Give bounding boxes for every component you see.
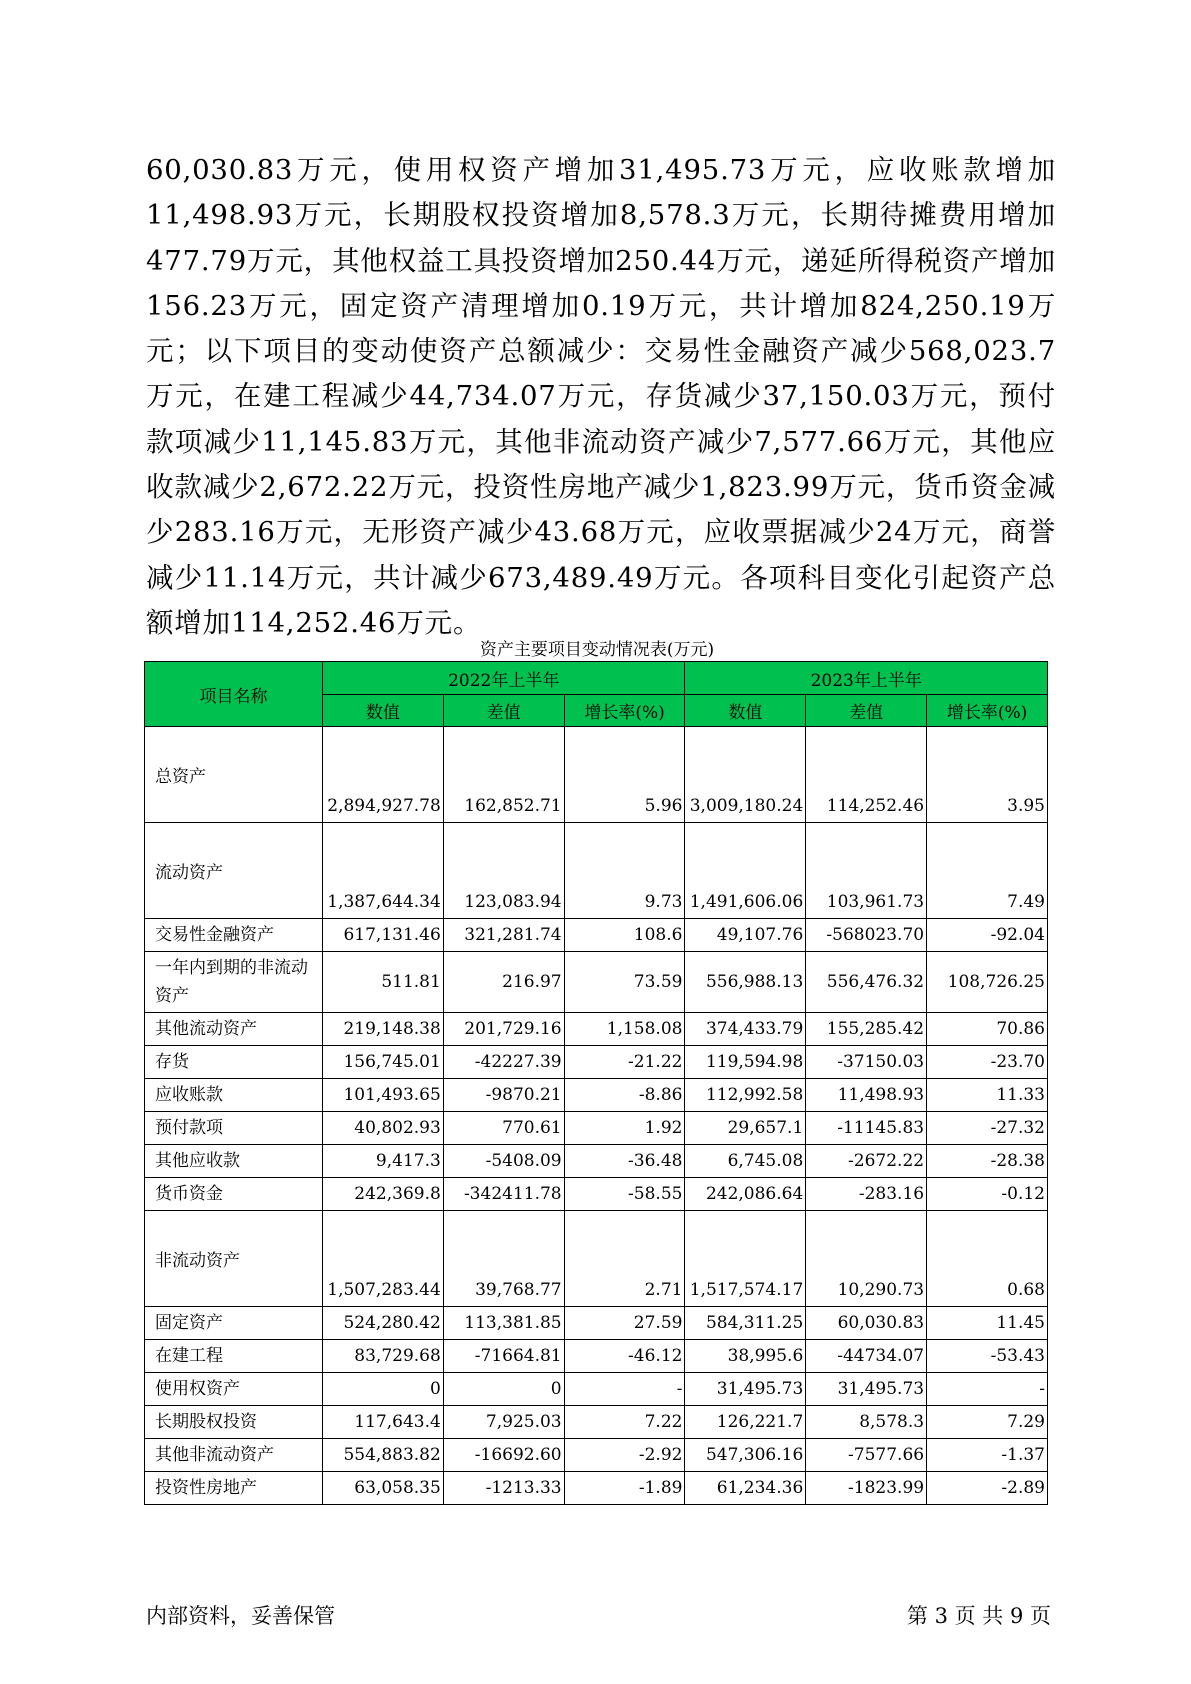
cell-rate-2023: -23.70: [927, 1046, 1048, 1079]
cell-diff-2023: -568023.70: [806, 919, 927, 952]
cell-item-name: 应收账款: [145, 1079, 323, 1112]
cell-rate-2023: -53.43: [927, 1340, 1048, 1373]
cell-diff-2023: -44734.07: [806, 1340, 927, 1373]
cell-rate-2022: -8.86: [564, 1079, 685, 1112]
header-diff-2022: 差值: [443, 695, 564, 727]
table-body: [145, 727, 1048, 1505]
cell-item-name: 使用权资产: [145, 1373, 323, 1406]
cell-diff-2022: -16692.60: [443, 1439, 564, 1472]
table-row: [145, 1307, 1048, 1340]
cell-value-2023: 1,491,606.06: [685, 823, 806, 919]
cell-value-2023: 61,234.36: [685, 1472, 806, 1505]
cell-value-2022: 219,148.38: [323, 1013, 444, 1046]
cell-item-name: 固定资产: [145, 1307, 323, 1340]
cell-diff-2022: -342411.78: [443, 1178, 564, 1211]
cell-value-2022: 40,802.93: [323, 1112, 444, 1145]
cell-item-name: 交易性金融资产: [145, 919, 323, 952]
cell-rate-2022: -21.22: [564, 1046, 685, 1079]
cell-rate-2022: -36.48: [564, 1145, 685, 1178]
cell-diff-2023: 103,961.73: [806, 823, 927, 919]
cell-item-name: 货币资金: [145, 1178, 323, 1211]
cell-item-name: 投资性房地产: [145, 1472, 323, 1505]
cell-item-name: 存货: [145, 1046, 323, 1079]
cell-value-2023: 49,107.76: [685, 919, 806, 952]
cell-value-2023: 3,009,180.24: [685, 727, 806, 823]
table-row: [145, 1046, 1048, 1079]
cell-diff-2022: 113,381.85: [443, 1307, 564, 1340]
cell-item-name: 长期股权投资: [145, 1406, 323, 1439]
cell-value-2023: 547,306.16: [685, 1439, 806, 1472]
cell-rate-2022: 73.59: [564, 952, 685, 1013]
cell-diff-2023: -11145.83: [806, 1112, 927, 1145]
cell-value-2022: 511.81: [323, 952, 444, 1013]
table-row: [145, 823, 1048, 919]
header-period-2022: 2022年上半年: [323, 662, 685, 695]
table-row: [145, 1406, 1048, 1439]
cell-rate-2023: 0.68: [927, 1211, 1048, 1307]
cell-value-2022: 617,131.46: [323, 919, 444, 952]
cell-value-2023: 584,311.25: [685, 1307, 806, 1340]
cell-rate-2023: 3.95: [927, 727, 1048, 823]
cell-diff-2022: -1213.33: [443, 1472, 564, 1505]
cell-value-2022: 1,507,283.44: [323, 1211, 444, 1307]
table-row: [145, 1439, 1048, 1472]
cell-diff-2022: -9870.21: [443, 1079, 564, 1112]
cell-value-2022: 83,729.68: [323, 1340, 444, 1373]
cell-rate-2022: 27.59: [564, 1307, 685, 1340]
table-row: [145, 1211, 1048, 1307]
cell-rate-2022: 108.6: [564, 919, 685, 952]
cell-rate-2022: 2.71: [564, 1211, 685, 1307]
table-row: [145, 727, 1048, 823]
cell-rate-2023: -27.32: [927, 1112, 1048, 1145]
cell-rate-2022: -2.92: [564, 1439, 685, 1472]
cell-item-name: 其他非流动资产: [145, 1439, 323, 1472]
cell-value-2022: 156,745.01: [323, 1046, 444, 1079]
cell-item-name: 在建工程: [145, 1340, 323, 1373]
cell-rate-2022: -46.12: [564, 1340, 685, 1373]
cell-rate-2022: 5.96: [564, 727, 685, 823]
cell-diff-2023: 11,498.93: [806, 1079, 927, 1112]
table-row: [145, 1112, 1048, 1145]
cell-rate-2023: -0.12: [927, 1178, 1048, 1211]
cell-diff-2023: -7577.66: [806, 1439, 927, 1472]
cell-rate-2023: 11.45: [927, 1307, 1048, 1340]
cell-diff-2022: 216.97: [443, 952, 564, 1013]
asset-change-table: [144, 661, 1048, 1505]
cell-value-2022: 242,369.8: [323, 1178, 444, 1211]
cell-value-2022: 1,387,644.34: [323, 823, 444, 919]
cell-item-name: 非流动资产: [145, 1211, 323, 1307]
cell-value-2022: 9,417.3: [323, 1145, 444, 1178]
cell-value-2023: 38,995.6: [685, 1340, 806, 1373]
table-row: [145, 1472, 1048, 1505]
cell-rate-2022: -1.89: [564, 1472, 685, 1505]
cell-diff-2023: -2672.22: [806, 1145, 927, 1178]
cell-diff-2022: 162,852.71: [443, 727, 564, 823]
cell-rate-2023: -2.89: [927, 1472, 1048, 1505]
table-row: [145, 1079, 1048, 1112]
cell-diff-2022: 7,925.03: [443, 1406, 564, 1439]
cell-diff-2023: 31,495.73: [806, 1373, 927, 1406]
cell-diff-2023: -37150.03: [806, 1046, 927, 1079]
cell-diff-2022: 0: [443, 1373, 564, 1406]
cell-value-2023: 119,594.98: [685, 1046, 806, 1079]
cell-item-name: 一年内到期的非流动资产: [145, 952, 323, 1013]
cell-rate-2022: 7.22: [564, 1406, 685, 1439]
cell-value-2022: 554,883.82: [323, 1439, 444, 1472]
cell-value-2023: 126,221.7: [685, 1406, 806, 1439]
header-rate-2023: 增长率(%): [927, 695, 1048, 727]
cell-rate-2023: -92.04: [927, 919, 1048, 952]
cell-diff-2023: 556,476.32: [806, 952, 927, 1013]
table-row: [145, 919, 1048, 952]
cell-rate-2022: -58.55: [564, 1178, 685, 1211]
cell-item-name: 总资产: [145, 727, 323, 823]
table-row: [145, 1340, 1048, 1373]
cell-value-2022: 101,493.65: [323, 1079, 444, 1112]
cell-rate-2023: -: [927, 1373, 1048, 1406]
table-row: [145, 952, 1048, 1013]
cell-diff-2023: 8,578.3: [806, 1406, 927, 1439]
header-period-2023: 2023年上半年: [685, 662, 1048, 695]
cell-value-2023: 6,745.08: [685, 1145, 806, 1178]
cell-rate-2023: 108,726.25: [927, 952, 1048, 1013]
cell-diff-2023: -1823.99: [806, 1472, 927, 1505]
cell-rate-2023: 7.49: [927, 823, 1048, 919]
cell-diff-2022: 123,083.94: [443, 823, 564, 919]
cell-value-2022: 0: [323, 1373, 444, 1406]
table-row: [145, 1178, 1048, 1211]
cell-item-name: 其他应收款: [145, 1145, 323, 1178]
header-item-name: 项目名称: [145, 662, 323, 727]
cell-diff-2022: 321,281.74: [443, 919, 564, 952]
cell-value-2023: 112,992.58: [685, 1079, 806, 1112]
cell-diff-2023: -283.16: [806, 1178, 927, 1211]
table-caption: 资产主要项目变动情况表(万元): [479, 640, 715, 660]
cell-diff-2023: 10,290.73: [806, 1211, 927, 1307]
cell-diff-2023: 155,285.42: [806, 1013, 927, 1046]
cell-rate-2023: -1.37: [927, 1439, 1048, 1472]
cell-item-name: 流动资产: [145, 823, 323, 919]
footer-page-number: 第 3 页 共 9 页: [906, 1604, 1051, 1628]
cell-value-2022: 63,058.35: [323, 1472, 444, 1505]
body-paragraph: 60,030.83万元，使用权资产增加31,495.73万元，应收账款增加11,498.93万元，长期股权投资增加8,578.3万元，长期待摊费用增加477.79万元，其他权益工具投资增加250.44万元，递延所得税资产增加156.23万元，固定资产清理增加0.19万元，共计增加824,250.19万元；以下项目的变动使资产总额减少：交易性金融资产减少568,023.7万元，在建工程减少44,734.07万元，存货减少37,150.03万元，预付款项减少11,145.83万元，其他非流动资产减少7,577.66万元，其他应收款减少2,672.22万元，投资性房地产减少1,823.99万元，货币资金减少283.16万元，无形资产减少43.68万元，应收票据减少24万元，商誉减少11.14万元，共计减少673,489.49万元。各项科目变化引起资产总额增加114,252.46万元。: [146, 154, 1056, 639]
cell-value-2022: 2,894,927.78: [323, 727, 444, 823]
cell-rate-2023: -28.38: [927, 1145, 1048, 1178]
header-diff-2023: 差值: [806, 695, 927, 727]
cell-diff-2022: 770.61: [443, 1112, 564, 1145]
cell-item-name: 其他流动资产: [145, 1013, 323, 1046]
cell-value-2023: 1,517,574.17: [685, 1211, 806, 1307]
footer-confidential-note: 内部资料，妥善保管: [146, 1604, 335, 1628]
table-row: [145, 1145, 1048, 1178]
cell-item-name: 预付款项: [145, 1112, 323, 1145]
cell-rate-2023: 7.29: [927, 1406, 1048, 1439]
cell-value-2023: 29,657.1: [685, 1112, 806, 1145]
cell-diff-2023: 60,030.83: [806, 1307, 927, 1340]
cell-diff-2022: 39,768.77: [443, 1211, 564, 1307]
cell-rate-2022: 1,158.08: [564, 1013, 685, 1046]
cell-rate-2022: -: [564, 1373, 685, 1406]
table-row: [145, 1373, 1048, 1406]
cell-rate-2022: 1.92: [564, 1112, 685, 1145]
table-row: [145, 1013, 1048, 1046]
header-value-2023: 数值: [685, 695, 806, 727]
cell-rate-2023: 70.86: [927, 1013, 1048, 1046]
cell-diff-2023: 114,252.46: [806, 727, 927, 823]
cell-diff-2022: -42227.39: [443, 1046, 564, 1079]
cell-diff-2022: 201,729.16: [443, 1013, 564, 1046]
header-rate-2022: 增长率(%): [564, 695, 685, 727]
header-value-2022: 数值: [323, 695, 444, 727]
cell-value-2023: 374,433.79: [685, 1013, 806, 1046]
cell-value-2023: 242,086.64: [685, 1178, 806, 1211]
cell-value-2023: 31,495.73: [685, 1373, 806, 1406]
cell-diff-2022: -71664.81: [443, 1340, 564, 1373]
cell-rate-2023: 11.33: [927, 1079, 1048, 1112]
cell-rate-2022: 9.73: [564, 823, 685, 919]
cell-value-2023: 556,988.13: [685, 952, 806, 1013]
cell-diff-2022: -5408.09: [443, 1145, 564, 1178]
cell-value-2022: 117,643.4: [323, 1406, 444, 1439]
cell-value-2022: 524,280.42: [323, 1307, 444, 1340]
